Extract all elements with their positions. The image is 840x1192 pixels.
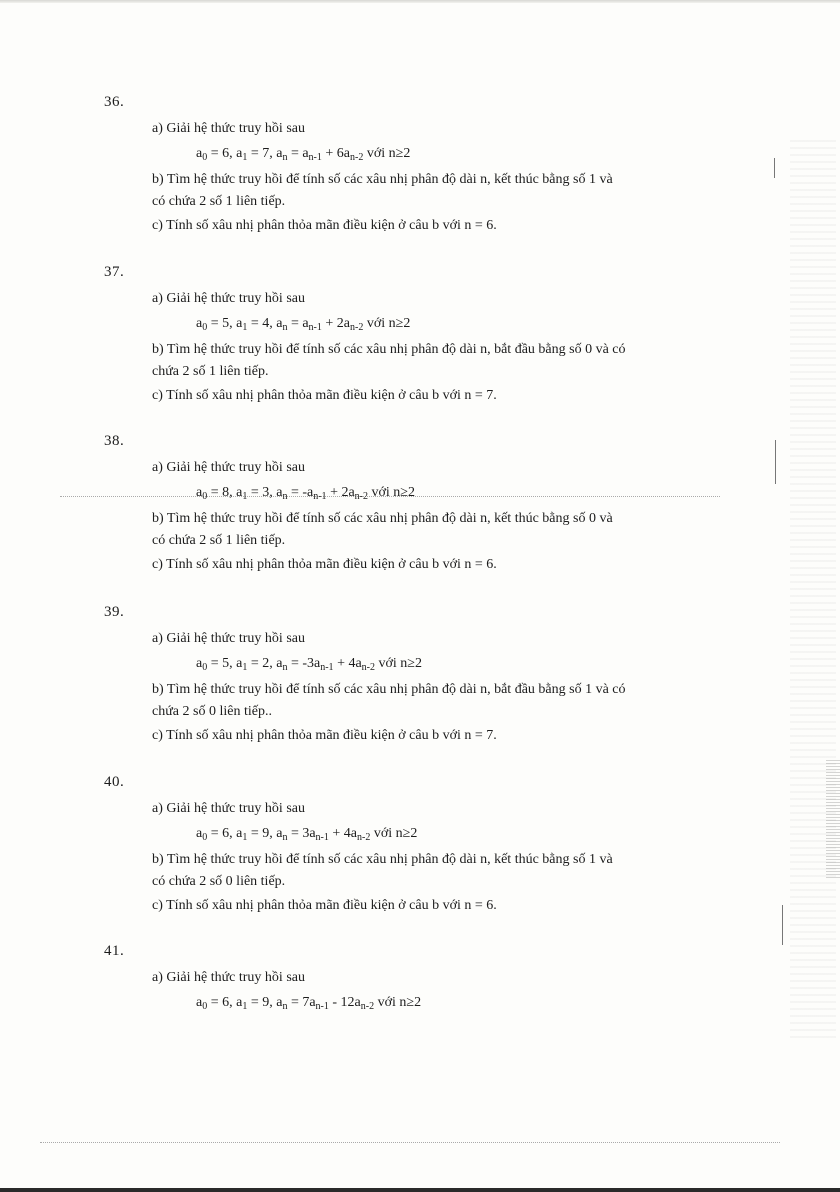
part-b: b) Tìm hệ thức truy hồi để tính số các xâu nhị phân độ dài n, bắt đầu bằng số 1 và có [152,682,626,697]
part-a: a) Giải hệ thức truy hồi sau [152,801,305,816]
scan-margin-noise [790,140,836,1040]
part-b-continued: có chứa 2 số 0 liên tiếp. [152,874,286,889]
scan-bottom-edge [0,1188,840,1192]
part-a: a) Giải hệ thức truy hồi sau [152,291,305,306]
part-b-continued: chứa 2 số 0 liên tiếp.. [152,704,272,719]
recurrence-equation: $a_0 = 5$, $a_1 = 2$, $a_n = -3a_{n-1} + 4a_{n-2}$ với n≥2 [196,656,422,673]
problem-number: 36. [104,94,125,110]
part-b: b) Tìm hệ thức truy hồi để tính số các xâu nhị phân độ dài n, bắt đầu bằng số 0 và có [152,342,626,357]
part-a: a) Giải hệ thức truy hồi sau [152,121,305,136]
part-c: c) Tính số xâu nhị phân thỏa mãn điều kiện ở câu b với n = 7. [152,388,497,403]
part-b: b) Tìm hệ thức truy hồi để tính số các xâu nhị phân độ dài n, kết thúc bằng số 1 và [152,852,613,867]
recurrence-equation: $a_0 = 6$, $a_1 = 9$, $a_n = 3a_{n-1} + 4a_{n-2}$ với n≥2 [196,826,418,843]
part-c: c) Tính số xâu nhị phân thỏa mãn điều kiện ở câu b với n = 7. [152,728,497,743]
part-c: c) Tính số xâu nhị phân thỏa mãn điều kiện ở câu b với n = 6. [152,557,497,572]
scan-dotted-line [40,1142,780,1143]
recurrence-equation: $a_0 = 6$, $a_1 = 7$, $a_n = a_{n-1} + 6a_{n-2}$ với n≥2 [196,146,411,163]
scan-top-edge [0,0,840,3]
problem-number: 40. [104,774,125,790]
part-c: c) Tính số xâu nhị phân thỏa mãn điều kiện ở câu b với n = 6. [152,218,497,233]
problem-number: 37. [104,264,125,280]
part-b-continued: chứa 2 số 1 liên tiếp. [152,364,269,379]
part-b: b) Tìm hệ thức truy hồi để tính số các xâu nhị phân độ dài n, kết thúc bằng số 0 và [152,511,613,526]
recurrence-equation: $a_0 = 8$, $a_1 = 3$, $a_n = -a_{n-1} + 2a_{n-2}$ với n≥2 [196,485,415,502]
recurrence-equation: $a_0 = 6$, $a_1 = 9$, $a_n = 7a_{n-1} - 12a_{n-2}$ với n≥2 [196,995,422,1012]
scan-mark [774,158,775,178]
recurrence-equation: $a_0 = 5$, $a_1 = 4$, $a_n = a_{n-1} + 2a_{n-2}$ với n≥2 [196,316,411,333]
part-a: a) Giải hệ thức truy hồi sau [152,631,305,646]
scan-margin-noise-dense [826,760,840,880]
problem-number: 41. [104,943,125,959]
part-b: b) Tìm hệ thức truy hồi để tính số các xâu nhị phân độ dài n, kết thúc bằng số 1 và [152,172,613,187]
part-a: a) Giải hệ thức truy hồi sau [152,970,305,985]
part-b-continued: có chứa 2 số 1 liên tiếp. [152,194,286,209]
scan-mark [775,440,776,484]
part-b-continued: có chứa 2 số 1 liên tiếp. [152,533,286,548]
part-c: c) Tính số xâu nhị phân thỏa mãn điều kiện ở câu b với n = 6. [152,898,497,913]
scan-mark [782,905,783,945]
part-a: a) Giải hệ thức truy hồi sau [152,460,305,475]
problem-number: 38. [104,433,125,449]
problem-number: 39. [104,604,125,620]
